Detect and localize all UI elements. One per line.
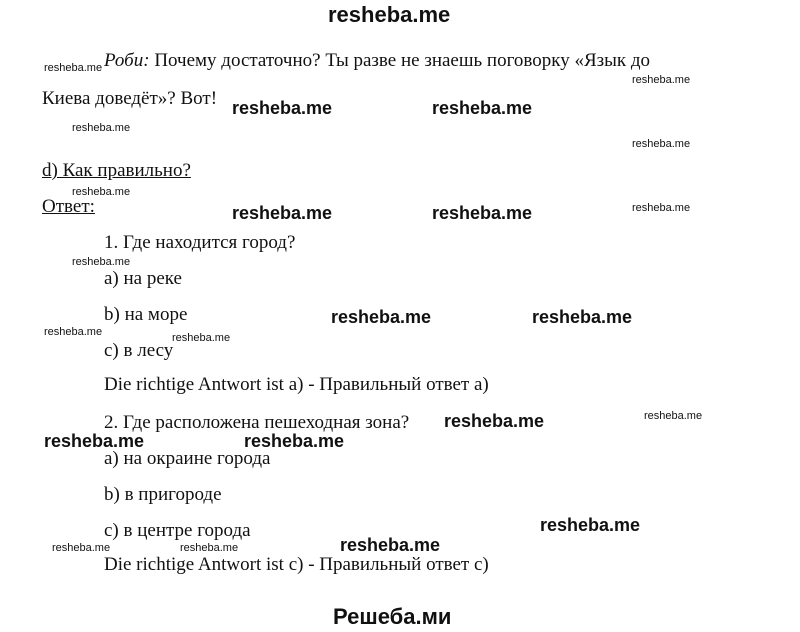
watermark: resheba.me [72,186,131,198]
watermark: resheba.me [644,410,703,422]
watermark: resheba.me [44,326,103,338]
watermark: resheba.me [540,515,641,535]
q2-answer: Die richtige Antwort ist c) - Правильный ответ c) [104,554,489,575]
watermark: resheba.me [244,431,345,451]
dialogue-text-1: Почему достаточно? Ты разве не знаешь поговорку «Язык до [154,50,651,71]
q2-option-a: a) на окраине города [104,448,271,469]
question-2: 2. Где расположена пешеходная зона? [104,412,410,433]
watermark: resheba.me [232,98,333,118]
watermark: resheba.me [52,542,111,554]
watermark: resheba.me [172,332,231,344]
watermark: resheba.me [532,307,633,327]
q1-option-c: c) в лесу [104,340,174,361]
watermark: resheba.me [44,431,145,451]
site-footer: Решеба.ми [333,604,452,629]
watermark: resheba.me [180,542,239,554]
watermark: resheba.me [44,62,103,74]
watermark: resheba.me [232,203,333,223]
site-header: resheba.me [328,2,451,27]
watermark: resheba.me [331,307,432,327]
watermark: resheba.me [432,203,533,223]
question-1: 1. Где находится город? [104,232,296,253]
q1-option-b: b) на море [104,304,188,325]
q2-option-c: c) в центре города [104,520,251,541]
q1-answer: Die richtige Antwort ist a) - Правильный ответ a) [104,374,489,395]
speaker-name: Роби: [104,50,150,71]
q2-option-b: b) в пригороде [104,484,222,505]
section-title: d) Как правильно? [42,160,191,181]
watermark: resheba.me [632,138,691,150]
dialogue-line-1 [104,50,650,72]
watermark: resheba.me [72,122,131,134]
watermark: resheba.me [340,535,441,555]
watermark: resheba.me [444,411,545,431]
dialogue-line-2: Киева доведёт»? Вот! [42,88,218,109]
watermark: resheba.me [632,74,691,86]
watermark: resheba.me [432,98,533,118]
watermark: resheba.me [632,202,691,214]
q1-option-a: a) на реке [104,268,182,289]
watermark: resheba.me [72,256,131,268]
answer-label: Ответ: [42,196,95,217]
